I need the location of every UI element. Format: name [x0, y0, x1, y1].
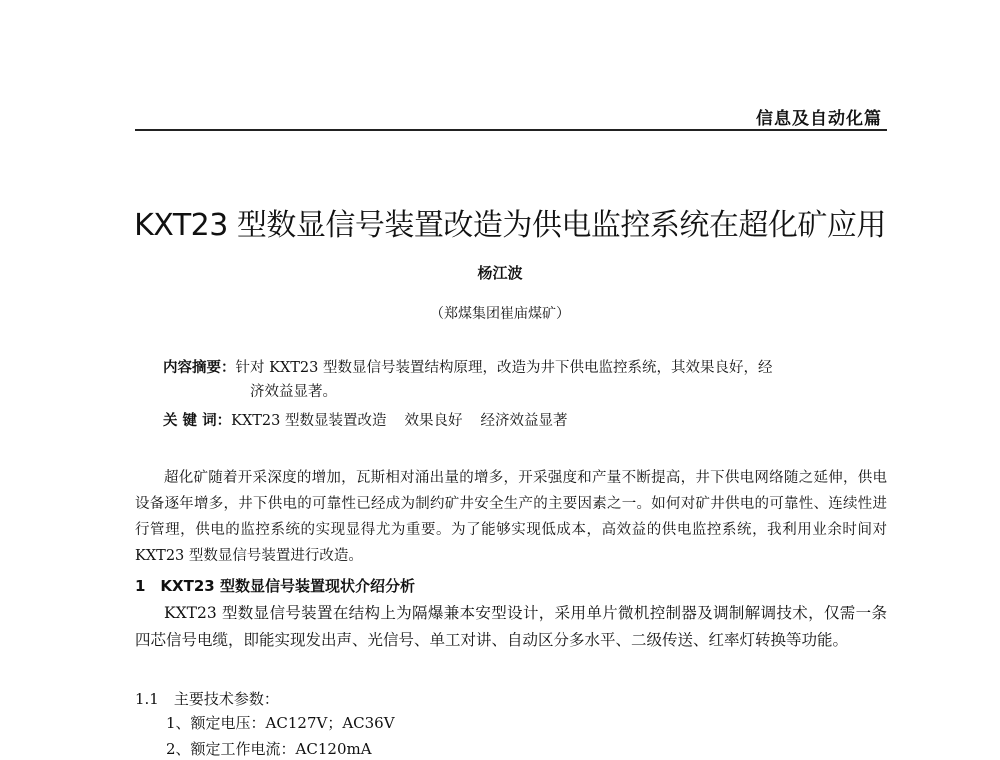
affiliation: （郑煤集团崔庙煤矿） [430, 306, 570, 322]
intro-paragraph: 超化矿随着开采深度的增加，瓦斯相对涌出量的增多，开采强度和产量不断提高，井下供电网络随之延伸，供电设备逐年增多，井下供电的可靠性已经成为制约矿井安全生产的主要因素之一。如何对矿井供电的可靠性、连续性进行管理，供电的监控系统的实现显得尤为重要。为了能够实现低成本，高效益的供电监控系统，我利用业余时间对 KXT23 型数显信号装置进行改造。 [135, 470, 887, 564]
abstract [163, 356, 903, 380]
keyword-item: 效果良好 [404, 413, 463, 429]
keywords-label: 关 键 词： [163, 413, 232, 429]
abstract-label: 内容摘要： [163, 360, 236, 376]
author-name: 杨江波 [477, 264, 523, 282]
article-title: KXT23 型数显信号装置改造为供电监控系统在超化矿应用 [134, 208, 886, 243]
section-label: 信息及自动化篇 [756, 109, 882, 129]
abstract-text-line1: 针对 KXT23 型数显信号装置结构原理，改造为井下供电监控系统，其效果良好，经 [235, 360, 773, 376]
keyword-item: 经济效益显著 [480, 413, 568, 429]
header-rule [135, 129, 887, 131]
section-heading: 1 KXT23 型数显信号装置现状介绍分析 [135, 577, 415, 595]
subsection-heading: 1.1 主要技术参数： [135, 690, 279, 708]
section-paragraph: KXT23 型数显信号装置在结构上为隔爆兼本安型设计，采用单片微机控制器及调制解调技术，仅需一条四芯信号电缆，即能实现发出声、光信号、单工对讲、自动区分多水平、二级传送、红率灯转换等功能。 [135, 604, 887, 649]
keywords [163, 409, 903, 433]
param-item: 2、额定工作电流：AC120mA [166, 740, 372, 758]
param-item: 1、额定电压：AC127V；AC36V [166, 714, 395, 732]
abstract-text-line2: 济效益显著。 [250, 384, 337, 400]
keyword-item: KXT23 型数显装置改造 [231, 413, 387, 429]
